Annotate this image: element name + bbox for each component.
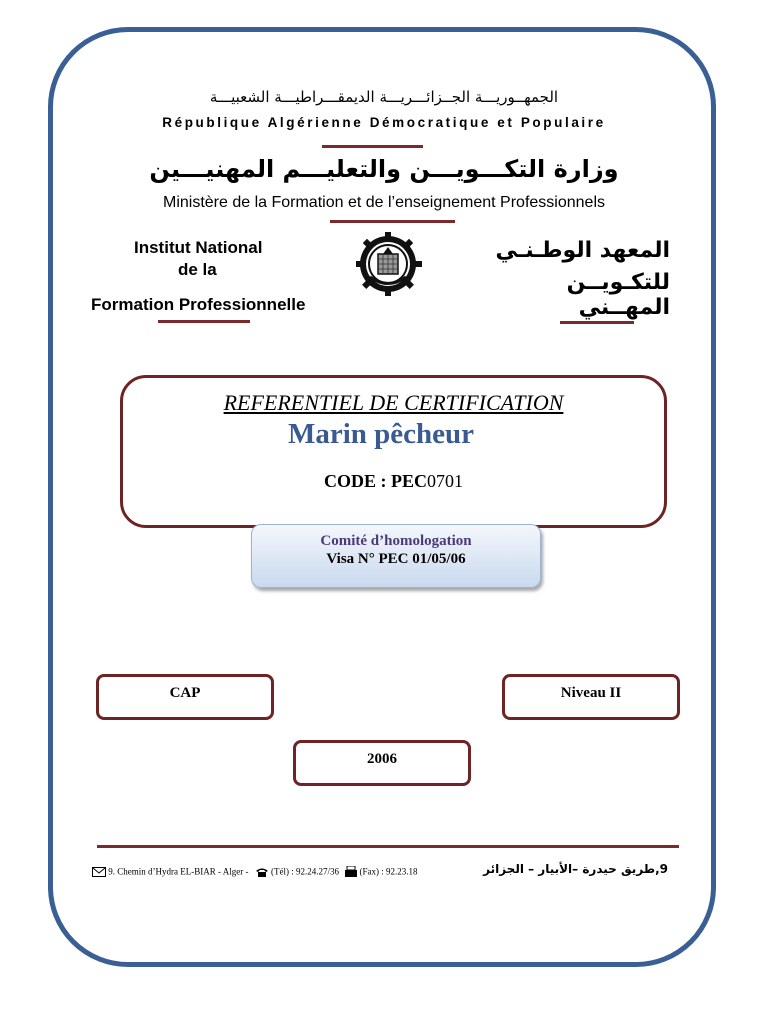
- code-label: CODE : PEC: [324, 471, 427, 491]
- footer-address: 9. Chemin d’Hydra EL-BIAR - Alger -: [108, 866, 249, 877]
- institute-divider-left: [158, 320, 250, 323]
- french-ministry-title: Ministère de la Formation et de l’enseignement Professionnels: [162, 194, 605, 211]
- phone-icon: [255, 867, 269, 879]
- footer-contact: [92, 866, 417, 879]
- code-number: 0701: [427, 471, 463, 491]
- diploma-box: [96, 674, 274, 720]
- year-label: 2006: [367, 751, 397, 767]
- level-box: [502, 674, 680, 720]
- visa-number: Visa N° PEC 01/05/06: [326, 551, 466, 567]
- institute-name-line1: Institut National: [134, 238, 263, 257]
- certification-code: [0, 471, 768, 492]
- institute-arabic-line2: للتكـويــن المهــني: [566, 270, 670, 320]
- header-divider: [322, 145, 423, 148]
- occupation-title: Marin pêcheur: [287, 418, 475, 450]
- gear-emblem-icon: [352, 232, 428, 298]
- footer-divider: [97, 845, 679, 848]
- footer-fax: (Fax) : 92.23.18: [359, 866, 418, 877]
- institute-divider-right: [560, 321, 634, 324]
- footer-arabic-address: 9,طريق حيدرة –الأبيار – الجزائر: [483, 862, 668, 876]
- visa-committee: Comité d’homologation: [320, 533, 472, 549]
- ministry-divider: [330, 220, 455, 223]
- mail-icon: [92, 867, 106, 879]
- footer-tel: (Tél) : 92.24.27/36: [270, 866, 339, 877]
- year-box: [293, 740, 471, 786]
- certification-heading: REFERENTIEL DE CERTIFICATION: [223, 390, 564, 415]
- arabic-ministry-title: وزارة التكـــويـــن والتعليـــم المهنيـــين: [149, 155, 619, 183]
- diploma-label: CAP: [169, 685, 201, 701]
- arabic-republic-title: الجمهــوريـــة الجــزائـــريـــة الديمقـــراطيـــة الشعبيـــة: [209, 88, 559, 106]
- fax-icon: [345, 866, 357, 879]
- institute-arabic-line1: المعهد الوطـنـي: [495, 238, 670, 263]
- institute-name-line3: Formation Professionnelle: [91, 295, 306, 314]
- institute-name-line2: de la: [178, 260, 217, 279]
- french-republic-title: République Algérienne Démocratique et Populaire: [162, 115, 606, 130]
- level-label: Niveau II: [560, 685, 622, 701]
